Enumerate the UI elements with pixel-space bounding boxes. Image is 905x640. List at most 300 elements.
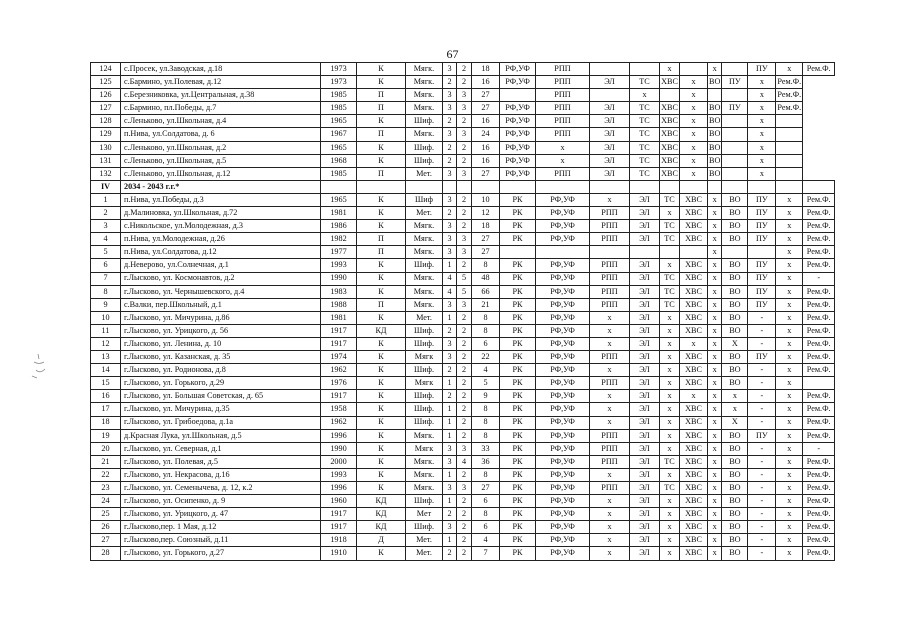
table-cell: ЭЛ <box>590 154 630 167</box>
table-cell: х <box>660 390 680 403</box>
table-cell <box>680 246 708 259</box>
table-cell: Рем.Ф. <box>803 495 835 508</box>
table-cell: ТС <box>630 141 660 154</box>
table-cell: ПУ <box>748 285 776 298</box>
table-cell: П <box>357 128 406 141</box>
table-cell: ЭЛ <box>630 521 660 534</box>
table-cell: 3 <box>457 442 472 455</box>
table-row <box>91 76 835 89</box>
table-cell: РФ,УФ <box>536 259 590 272</box>
table-cell: х <box>776 220 803 233</box>
table-cell <box>590 246 630 259</box>
table-cell: Мягк <box>406 351 443 364</box>
table-cell: х <box>776 324 803 337</box>
table-cell: ВО <box>722 534 748 547</box>
address-cell: г.Лысково, ул. Горького, д.29 <box>121 377 321 390</box>
row-number-cell: 3 <box>91 220 121 233</box>
table-cell: РФ,УФ <box>536 311 590 324</box>
row-number-cell: 17 <box>91 403 121 416</box>
table-cell: Рем.Ф. <box>776 102 803 115</box>
table-cell: х <box>748 89 776 102</box>
table-cell: 3 <box>443 337 457 350</box>
table-cell: ТС <box>630 167 660 180</box>
table-row <box>91 285 835 298</box>
table-cell: ПУ <box>722 102 748 115</box>
table-cell: К <box>357 272 406 285</box>
table-cell: ЭЛ <box>630 272 660 285</box>
table-cell: х <box>776 468 803 481</box>
table-cell: х <box>708 63 722 76</box>
table-cell: Рем.Ф. <box>803 337 835 350</box>
table-cell: 3 <box>443 89 457 102</box>
table-cell: 3 <box>443 442 457 455</box>
table-cell <box>722 89 748 102</box>
table-cell: 1917 <box>321 337 357 350</box>
table-cell: 2 <box>443 76 457 89</box>
table-cell: ЭЛ <box>630 193 660 206</box>
table-row <box>91 167 835 180</box>
table-cell: 2 <box>457 207 472 220</box>
table-row <box>91 416 835 429</box>
table-cell: Рем.Ф. <box>776 76 803 89</box>
table-cell: х <box>708 351 722 364</box>
address-cell: с.Леньково, ул.Школьная, д.4 <box>121 115 321 128</box>
table-cell: 10 <box>472 193 500 206</box>
table-row <box>91 102 835 115</box>
table-cell: Рем.Ф. <box>803 364 835 377</box>
table-cell: РК <box>500 285 536 298</box>
table-cell: х <box>776 482 803 495</box>
table-cell: 2 <box>457 115 472 128</box>
table-cell: РФ,УФ <box>536 495 590 508</box>
table-cell: 3 <box>457 246 472 259</box>
table-cell: - <box>748 534 776 547</box>
table-cell: 1 <box>443 468 457 481</box>
table-cell: х <box>660 324 680 337</box>
table-cell: ВО <box>722 220 748 233</box>
table-cell: х <box>708 220 722 233</box>
table-cell: РК <box>500 429 536 442</box>
table-cell: х <box>776 364 803 377</box>
table-cell: х <box>776 455 803 468</box>
table-cell: ЭЛ <box>630 351 660 364</box>
table-row <box>91 220 835 233</box>
table-cell: РФ,УФ <box>536 429 590 442</box>
address-cell: с.Бармино, пл.Победы, д.7 <box>121 102 321 115</box>
table-cell: РК <box>500 377 536 390</box>
table-cell: - <box>748 482 776 495</box>
table-cell: 2 <box>457 63 472 76</box>
table-cell <box>776 115 803 128</box>
table-cell <box>776 141 803 154</box>
table-cell: К <box>357 311 406 324</box>
table-cell: ЭЛ <box>630 508 660 521</box>
table-cell: х <box>776 377 803 390</box>
table-cell: Рем.Ф. <box>803 285 835 298</box>
table-cell: ТС <box>660 233 680 246</box>
table-cell: РПП <box>590 272 630 285</box>
table-cell: - <box>748 311 776 324</box>
table-cell: 4 <box>472 364 500 377</box>
table-cell: х <box>590 364 630 377</box>
table-cell: Рем.Ф. <box>803 311 835 324</box>
table-cell: Рем.Ф. <box>803 547 835 560</box>
table-row <box>91 403 835 416</box>
section-number: IV <box>91 180 121 193</box>
table-cell: 24 <box>472 128 500 141</box>
table-cell: 3 <box>443 351 457 364</box>
table-cell: 16 <box>472 76 500 89</box>
table-cell: Мет. <box>406 167 443 180</box>
table-row <box>91 233 835 246</box>
table-cell: ВО <box>722 377 748 390</box>
table-cell: Рем.Ф. <box>803 63 835 76</box>
table-cell: ТС <box>630 154 660 167</box>
table-cell: 1962 <box>321 364 357 377</box>
table-cell: 2 <box>457 220 472 233</box>
table-cell <box>722 167 748 180</box>
table-cell: Мет <box>406 508 443 521</box>
table-cell: 22 <box>472 351 500 364</box>
table-cell: 18 <box>472 63 500 76</box>
table-cell: 1974 <box>321 351 357 364</box>
table-cell: РК <box>500 364 536 377</box>
table-cell: 3 <box>457 167 472 180</box>
table-cell: х <box>776 285 803 298</box>
table-cell: РФ,УФ <box>536 508 590 521</box>
table-cell: РФ,УФ <box>536 377 590 390</box>
table-cell: ПУ <box>748 298 776 311</box>
table-cell: 1 <box>443 534 457 547</box>
table-cell: 12 <box>472 207 500 220</box>
table-cell: х <box>660 63 680 76</box>
row-number-cell: 25 <box>91 508 121 521</box>
table-cell: х <box>660 495 680 508</box>
margin-scribble-icon <box>30 352 48 380</box>
table-cell: Мет. <box>406 311 443 324</box>
table-cell: ЭЛ <box>630 390 660 403</box>
table-cell: 1973 <box>321 63 357 76</box>
table-cell: П <box>357 233 406 246</box>
table-cell: ХВС <box>680 429 708 442</box>
table-cell: х <box>776 259 803 272</box>
table-cell: 1993 <box>321 259 357 272</box>
table-cell: 2 <box>457 521 472 534</box>
table-cell: Шиф. <box>406 324 443 337</box>
table-cell: ВО <box>722 482 748 495</box>
table-cell: РПП <box>590 377 630 390</box>
table-cell: ВО <box>722 272 748 285</box>
row-number-cell: 8 <box>91 285 121 298</box>
table-cell: х <box>776 534 803 547</box>
table-cell <box>776 167 803 180</box>
table-cell: 1986 <box>321 220 357 233</box>
address-cell: г.Лысково, ул. Урицкого, д. 47 <box>121 508 321 521</box>
table-cell: ЭЛ <box>630 377 660 390</box>
table-cell: КД <box>357 508 406 521</box>
address-cell: г.Лысково, ул. Горького, д.27 <box>121 547 321 560</box>
table-row <box>91 468 835 481</box>
address-cell: п.Нива, ул.Солдатова, д. 6 <box>121 128 321 141</box>
table-cell: РФ,УФ <box>500 76 536 89</box>
table-cell: РК <box>500 508 536 521</box>
address-cell: г.Лысково,пер. Союзный, д.11 <box>121 534 321 547</box>
table-cell: РК <box>500 442 536 455</box>
table-cell: ХВС <box>680 272 708 285</box>
table-cell: ПУ <box>748 193 776 206</box>
table-cell: ТС <box>660 455 680 468</box>
table-cell: 1965 <box>321 193 357 206</box>
address-cell: г.Лысково, ул. Мичурина, д.35 <box>121 403 321 416</box>
row-number-cell: 13 <box>91 351 121 364</box>
row-number-cell: 23 <box>91 482 121 495</box>
table-cell: х <box>590 403 630 416</box>
table-cell: Мет. <box>406 207 443 220</box>
table-cell: РФ,УФ <box>500 63 536 76</box>
table-cell: РФ,УФ <box>536 521 590 534</box>
table-cell: ВО <box>722 429 748 442</box>
table-cell: 27 <box>472 246 500 259</box>
table-cell: ХВС <box>660 167 680 180</box>
table-cell: 1968 <box>321 154 357 167</box>
table-cell: 3 <box>443 167 457 180</box>
table-cell: К <box>357 442 406 455</box>
table-cell <box>500 89 536 102</box>
row-number-cell: 27 <box>91 534 121 547</box>
table-cell: РПП <box>590 442 630 455</box>
table-cell: 1965 <box>321 115 357 128</box>
table-cell: 8 <box>472 508 500 521</box>
table-cell <box>722 115 748 128</box>
table-cell: ХВС <box>680 193 708 206</box>
table-cell: х <box>748 76 776 89</box>
table-cell <box>660 89 680 102</box>
table-cell: РПП <box>536 76 590 89</box>
table-cell <box>776 128 803 141</box>
table-cell: РК <box>500 455 536 468</box>
table-cell: х <box>776 207 803 220</box>
table-cell: Шиф. <box>406 390 443 403</box>
table-cell: РК <box>500 351 536 364</box>
table-cell: х <box>776 272 803 285</box>
table-cell: 16 <box>472 115 500 128</box>
address-cell: г.Лысково, ул. Урицкого, д. 56 <box>121 324 321 337</box>
table-cell: х <box>708 429 722 442</box>
table-cell: 3 <box>443 246 457 259</box>
table-cell: РК <box>500 390 536 403</box>
table-cell: 1982 <box>321 233 357 246</box>
table-cell: х <box>776 337 803 350</box>
table-cell: РФ,УФ <box>500 167 536 180</box>
table-cell: Рем.Ф. <box>803 193 835 206</box>
table-cell: К <box>357 482 406 495</box>
table-cell: РК <box>500 403 536 416</box>
table-cell: х <box>708 246 722 259</box>
table-cell: ХВС <box>660 102 680 115</box>
table-cell: РПП <box>536 89 590 102</box>
table-cell: ЭЛ <box>590 102 630 115</box>
row-number-cell: 125 <box>91 76 121 89</box>
table-cell: ХВС <box>680 547 708 560</box>
table-cell: РК <box>500 259 536 272</box>
table-cell: Мягк. <box>406 429 443 442</box>
table-cell: Мет. <box>406 534 443 547</box>
table-cell: 2 <box>457 468 472 481</box>
table-cell: Рем.Ф. <box>803 246 835 259</box>
table-cell: ХВС <box>680 285 708 298</box>
table-row <box>91 508 835 521</box>
table-cell: К <box>357 429 406 442</box>
table-cell: 1917 <box>321 508 357 521</box>
table-cell: Рем.Ф. <box>803 429 835 442</box>
table-cell: РК <box>500 468 536 481</box>
table-cell: ХВС <box>680 351 708 364</box>
table-cell: ТС <box>630 76 660 89</box>
table-cell: 2 <box>457 154 472 167</box>
table-cell: Шиф <box>406 193 443 206</box>
address-cell: г.Лысково, ул. Грибоедова, д.1а <box>121 416 321 429</box>
table-cell: - <box>748 508 776 521</box>
table-cell: 66 <box>472 285 500 298</box>
table-cell: х <box>590 337 630 350</box>
table-cell: - <box>748 377 776 390</box>
table-cell: РПП <box>536 128 590 141</box>
table-cell <box>536 246 590 259</box>
table-cell: 33 <box>472 442 500 455</box>
table-cell: Шиф. <box>406 416 443 429</box>
table-cell: ПУ <box>748 259 776 272</box>
table-cell: 3 <box>443 102 457 115</box>
table-cell: х <box>708 337 722 350</box>
table-cell: Рем.Ф. <box>803 521 835 534</box>
table-cell: Шиф. <box>406 154 443 167</box>
table-cell: х <box>708 442 722 455</box>
table-cell: ВО <box>722 521 748 534</box>
table-row <box>91 521 835 534</box>
table-cell: РФ,УФ <box>536 272 590 285</box>
table-cell: ВО <box>722 193 748 206</box>
table-cell: ВО <box>722 495 748 508</box>
table-cell: 3 <box>457 482 472 495</box>
table-row <box>91 351 835 364</box>
table-cell: 18 <box>472 220 500 233</box>
table-cell: РК <box>500 337 536 350</box>
table-cell: ХВС <box>680 455 708 468</box>
table-cell: ЭЛ <box>630 468 660 481</box>
table-row <box>91 324 835 337</box>
table-cell: 2 <box>457 324 472 337</box>
table-cell: 8 <box>472 429 500 442</box>
table-cell: х <box>776 63 803 76</box>
table-cell: - <box>748 403 776 416</box>
table-cell: КД <box>357 495 406 508</box>
table-cell: х <box>680 141 708 154</box>
table-cell: 3 <box>457 102 472 115</box>
table-cell: ВО <box>708 115 722 128</box>
table-cell: ХВС <box>680 508 708 521</box>
table-cell: ВО <box>722 311 748 324</box>
table-cell: 7 <box>472 547 500 560</box>
table-cell: Шиф. <box>406 259 443 272</box>
table-cell: х <box>776 351 803 364</box>
table-cell: х <box>708 508 722 521</box>
table-cell: КД <box>357 521 406 534</box>
table-cell: х <box>590 468 630 481</box>
table-cell: РК <box>500 521 536 534</box>
table-cell: ЭЛ <box>630 311 660 324</box>
table-cell: К <box>357 455 406 468</box>
table-cell: Шиф. <box>406 495 443 508</box>
table-cell: Мягк. <box>406 128 443 141</box>
table-cell: ВО <box>722 455 748 468</box>
table-cell: 1981 <box>321 311 357 324</box>
table-row <box>91 390 835 403</box>
table-cell: 2 <box>457 351 472 364</box>
address-cell: с.Леньково, ул.Школьная, д.12 <box>121 167 321 180</box>
table-cell: РФ,УФ <box>500 128 536 141</box>
section-row <box>91 180 835 193</box>
table-cell: 2 <box>443 207 457 220</box>
table-cell: РК <box>500 324 536 337</box>
table-cell: 2 <box>443 547 457 560</box>
table-row <box>91 259 835 272</box>
table-cell: х <box>748 102 776 115</box>
table-cell: РПП <box>590 285 630 298</box>
table-cell: 27 <box>472 167 500 180</box>
table-cell: х <box>708 390 722 403</box>
table-cell: ЭЛ <box>630 233 660 246</box>
table-cell: ХВС <box>680 324 708 337</box>
table-cell: х <box>660 442 680 455</box>
table-cell: х <box>660 364 680 377</box>
table-cell: 1983 <box>321 285 357 298</box>
table-cell: ПУ <box>748 207 776 220</box>
table-cell: К <box>357 220 406 233</box>
table-cell: ВО <box>722 442 748 455</box>
table-cell: Мягк. <box>406 63 443 76</box>
table-cell: К <box>357 377 406 390</box>
table-cell: ЭЛ <box>630 455 660 468</box>
table-cell: РК <box>500 482 536 495</box>
table-cell: РК <box>500 193 536 206</box>
table-cell: х <box>680 128 708 141</box>
table-cell: 6 <box>472 521 500 534</box>
table-cell: Рем.Ф. <box>803 351 835 364</box>
table-cell: Рем.Ф. <box>803 416 835 429</box>
table-row <box>91 337 835 350</box>
table-cell: х <box>708 403 722 416</box>
table-cell: ЭЛ <box>630 547 660 560</box>
table-cell: х <box>708 364 722 377</box>
address-cell: п.Нива, ул.Победы, д.3 <box>121 193 321 206</box>
table-cell: РК <box>500 547 536 560</box>
table-cell: ТС <box>630 128 660 141</box>
table-cell: 2 <box>457 337 472 350</box>
table-cell: ХВС <box>680 468 708 481</box>
table-cell: 4 <box>443 285 457 298</box>
row-number-cell: 24 <box>91 495 121 508</box>
row-number-cell: 28 <box>91 547 121 560</box>
table-cell: П <box>357 89 406 102</box>
table-row <box>91 364 835 377</box>
table-cell: ЭЛ <box>630 364 660 377</box>
table-cell: 8 <box>472 403 500 416</box>
table-cell: 1967 <box>321 128 357 141</box>
table-cell: х <box>708 324 722 337</box>
row-number-cell: 5 <box>91 246 121 259</box>
table-cell: Шиф. <box>406 141 443 154</box>
table-cell: ВО <box>708 154 722 167</box>
